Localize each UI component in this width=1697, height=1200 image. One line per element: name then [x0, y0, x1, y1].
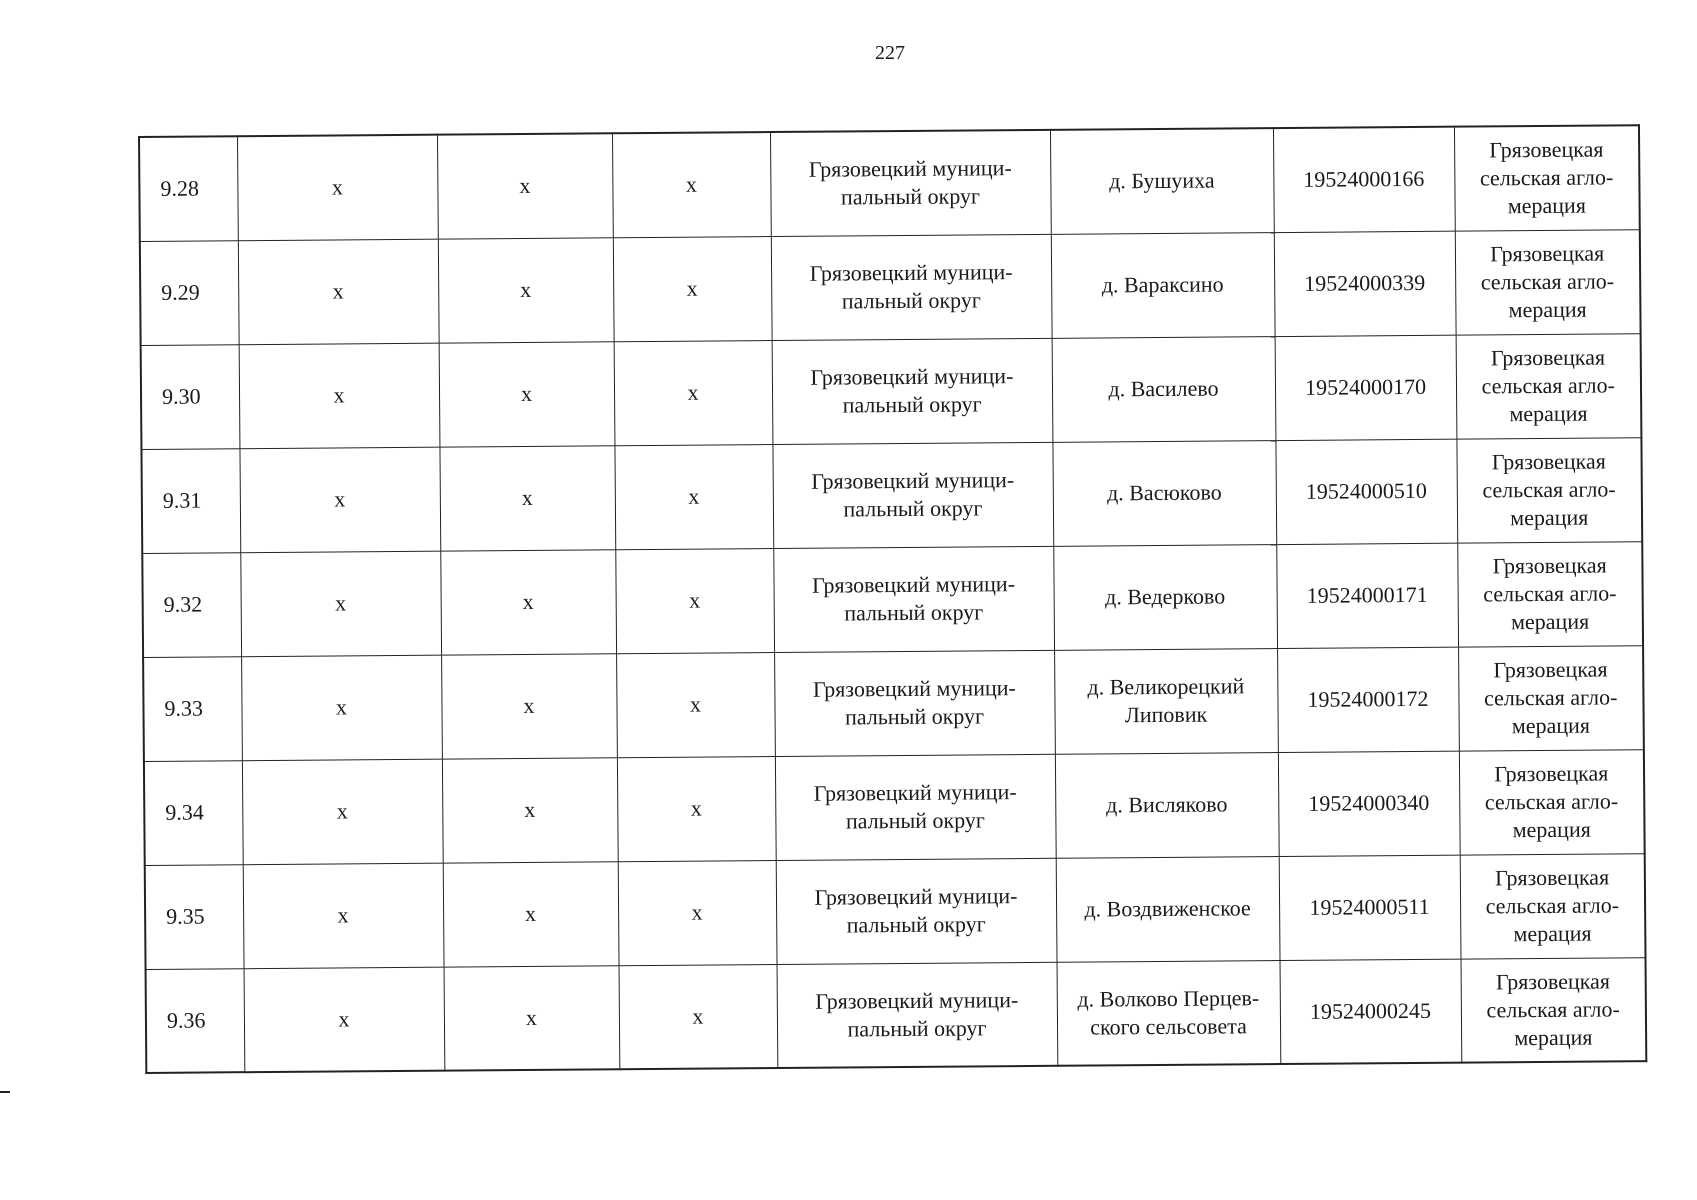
table-row: [140, 229, 1641, 345]
agglomeration-cell: Грязовецкая сельская агло-мерация: [1456, 333, 1642, 438]
cell-x: x: [614, 444, 773, 549]
margin-mark: [0, 1091, 10, 1093]
code-cell: 19524000340: [1278, 751, 1460, 856]
table-row: [144, 749, 1645, 865]
table-row: [141, 437, 1642, 553]
settlements-table-wrapper: [138, 124, 1645, 1074]
code-cell: 19524000511: [1279, 855, 1461, 960]
locality-cell: д. Висляково: [1055, 752, 1279, 858]
table-row: [141, 333, 1642, 449]
cell-x: x: [618, 860, 777, 965]
agglomeration-cell: Грязовецкая сельская агло-мерация: [1456, 437, 1642, 542]
district-cell: Грязовецкий муници-пальный округ: [775, 754, 1056, 860]
cell-x: x: [437, 133, 613, 238]
cell-x: x: [439, 341, 615, 446]
code-cell: 19524000339: [1274, 231, 1456, 336]
row-number: 9.29: [140, 240, 239, 345]
locality-cell: д. Великорецкий Липовик: [1054, 648, 1278, 754]
agglomeration-cell: Грязовецкая сельская агло-мерация: [1457, 541, 1643, 646]
agglomeration-cell: Грязовецкая сельская агло-мерация: [1460, 853, 1646, 958]
district-cell: Грязовецкий муници-пальный округ: [770, 130, 1051, 236]
cell-x: x: [440, 549, 616, 654]
table-row: [146, 957, 1647, 1073]
cell-x: x: [239, 343, 440, 449]
cell-x: x: [439, 445, 615, 550]
cell-x: x: [613, 236, 772, 341]
cell-x: x: [442, 757, 618, 862]
cell-x: x: [240, 551, 441, 657]
cell-x: x: [614, 340, 773, 445]
cell-x: x: [443, 861, 619, 966]
row-number: 9.32: [142, 552, 241, 657]
agglomeration-cell: Грязовецкая сельская агло-мерация: [1459, 749, 1645, 854]
row-number: 9.31: [141, 448, 240, 553]
district-cell: Грязовецкий муници-пальный округ: [772, 338, 1053, 444]
row-number: 9.34: [144, 760, 243, 865]
code-cell: 19524000171: [1276, 543, 1458, 648]
cell-x: x: [242, 759, 443, 865]
page-number: 227: [875, 42, 905, 64]
cell-x: x: [441, 653, 617, 758]
cell-x: x: [241, 655, 442, 761]
code-cell: 19524000245: [1280, 959, 1462, 1064]
row-number: 9.28: [139, 136, 238, 241]
locality-cell: д. Василево: [1052, 336, 1276, 442]
cell-x: x: [237, 135, 438, 241]
agglomeration-cell: Грязовецкая сельская агло-мерация: [1454, 125, 1640, 230]
agglomeration-cell: Грязовецкая сельская агло-мерация: [1455, 229, 1641, 334]
table-row: [145, 853, 1646, 969]
table-row: [143, 645, 1644, 761]
district-cell: Грязовецкий муници-пальный округ: [772, 442, 1053, 548]
cell-x: x: [238, 239, 439, 345]
locality-cell: д. Васюково: [1052, 440, 1276, 546]
district-cell: Грязовецкий муници-пальный округ: [773, 546, 1054, 652]
row-number: 9.30: [141, 344, 240, 449]
cell-x: x: [444, 965, 620, 1070]
row-number: 9.36: [146, 968, 245, 1073]
code-cell: 19524000510: [1275, 439, 1457, 544]
cell-x: x: [617, 756, 776, 861]
cell-x: x: [619, 964, 778, 1069]
agglomeration-cell: Грязовецкая сельская агло-мерация: [1458, 645, 1644, 750]
table-row: [142, 541, 1643, 657]
row-number: 9.33: [143, 656, 242, 761]
cell-x: x: [616, 652, 775, 757]
cell-x: x: [243, 863, 444, 969]
cell-x: x: [438, 237, 614, 342]
locality-cell: д. Бушуиха: [1050, 128, 1274, 234]
table-row: [139, 125, 1640, 241]
district-cell: Грязовецкий муници-пальный округ: [776, 858, 1057, 964]
code-cell: 19524000172: [1277, 647, 1459, 752]
locality-cell: д. Ведерково: [1053, 544, 1277, 650]
district-cell: Грязовецкий муници-пальный округ: [774, 650, 1055, 756]
code-cell: 19524000170: [1275, 335, 1457, 440]
cell-x: x: [615, 548, 774, 653]
row-number: 9.35: [145, 864, 244, 969]
cell-x: x: [612, 132, 771, 237]
district-cell: Грязовецкий муници-пальный округ: [777, 962, 1058, 1068]
code-cell: 19524000166: [1273, 127, 1455, 232]
agglomeration-cell: Грязовецкая сельская агло-мерация: [1461, 957, 1647, 1062]
cell-x: x: [244, 967, 445, 1073]
locality-cell: д. Волково Перцев-ского сельсовета: [1057, 960, 1281, 1066]
district-cell: Грязовецкий муници-пальный округ: [771, 234, 1052, 340]
locality-cell: д. Воздвиженское: [1056, 856, 1280, 962]
cell-x: x: [239, 447, 440, 553]
settlements-table: [138, 124, 1647, 1074]
locality-cell: д. Вараксино: [1051, 232, 1275, 338]
